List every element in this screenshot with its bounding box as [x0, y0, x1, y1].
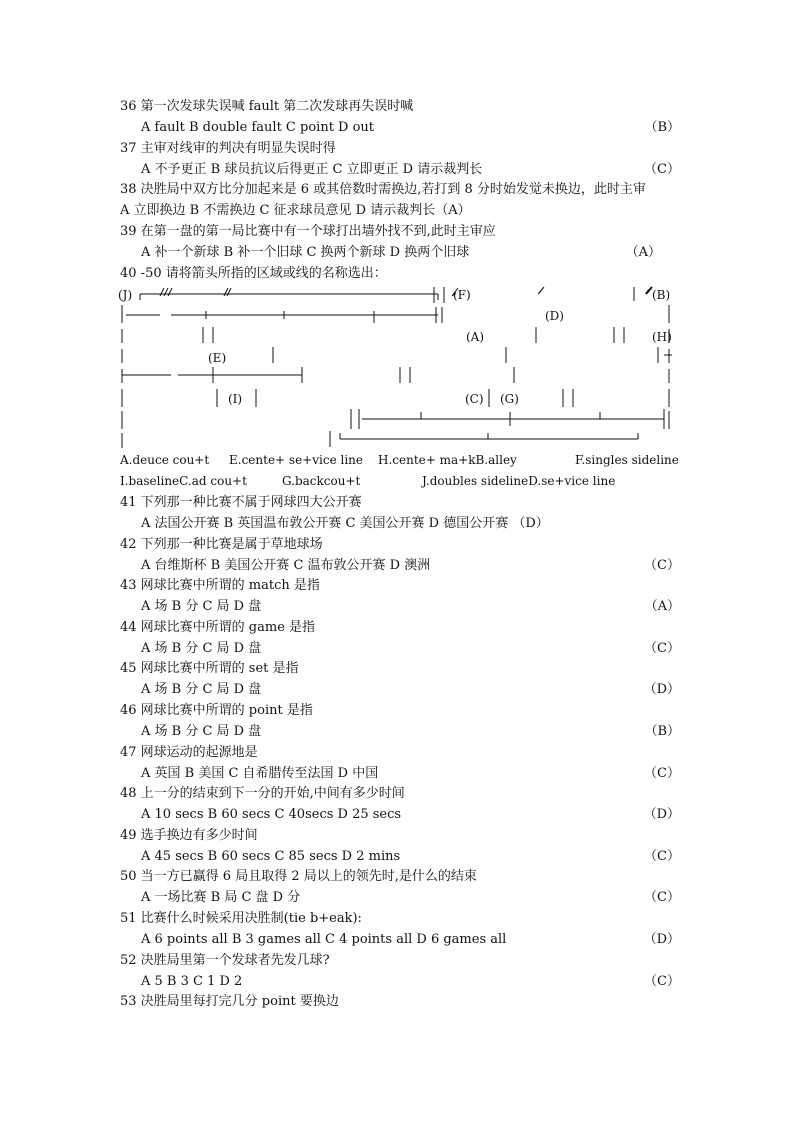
options-42: A 台维斯杯 B 美国公开赛 C 温布敦公开赛 D 澳洲 （C）: [141, 556, 680, 576]
options-38: A 立即换边 B 不需换边 C 征求球员意见 D 请示裁判长（A）: [120, 203, 471, 218]
options-39: A 补一个新球 B 补一个旧球 C 换两个新球 D 换两个旧球 （A）: [141, 243, 661, 263]
label-f: (F): [453, 288, 471, 302]
label-e: (E): [208, 351, 227, 365]
options-36: A fault B double fault C point D out （B）: [141, 118, 680, 138]
question-46: 46 网球比赛中所谓的 point 是指: [120, 703, 313, 718]
options-47: A 英国 B 美国 C 自希腊传至法国 D 中国 （C）: [141, 764, 680, 784]
options-41: A 法国公开赛 B 英国温布敦公开赛 C 美国公开赛 D 德国公开赛 （D）: [141, 516, 549, 531]
legend-item: J.doubles sidelineD.se+vice line: [422, 474, 616, 488]
options-51: A 6 points all B 3 games all C 4 points all D 6 games all （D）: [141, 930, 680, 950]
question-53: 53 决胜局里每打完几分 point 要换边: [120, 994, 339, 1009]
options-48: A 10 secs B 60 secs C 40secs D 25 secs （D）: [141, 805, 680, 825]
question-42: 42 下列那一种比赛是属于草地球场: [120, 537, 323, 552]
legend-item: F.singles sideline: [575, 453, 679, 467]
question-43: 43 网球比赛中所谓的 match 是指: [120, 578, 320, 593]
answer-52: （C）: [644, 974, 680, 989]
tennis-court-diagram: [116, 283, 676, 453]
question-41: 41 下列那一种比赛不属于网球四大公开赛: [120, 495, 362, 510]
answer-37: （C）: [644, 162, 680, 177]
options-44: A 场 B 分 C 局 D 盘 （C）: [141, 639, 680, 659]
question-36: 36 第一次发球失误喊 fault 第二次发球再失误时喊: [120, 99, 414, 114]
question-48: 48 上一分的结束到下一分的开始,中间有多少时间: [120, 786, 405, 801]
answer-51: （D）: [643, 932, 680, 947]
legend-item: E.cente+ se+vice line: [229, 453, 363, 467]
question-49: 49 选手换边有多少时间: [120, 828, 258, 843]
answer-50: （C）: [644, 890, 680, 905]
answer-36: （B）: [644, 120, 680, 135]
answer-48: （D）: [643, 807, 680, 822]
question-37: 37 主审对线审的判决有明显失误时得: [120, 141, 336, 156]
answer-44: （C）: [644, 641, 680, 656]
legend-item: G.backcou+t: [282, 474, 361, 488]
label-a: (A): [466, 330, 485, 344]
question-50: 50 当一方已赢得 6 局且取得 2 局以上的领先时,是什么的结束: [120, 869, 477, 884]
label-j: (J): [118, 288, 133, 302]
answer-45: （D）: [643, 682, 680, 697]
question-51: 51 比赛什么时候采用决胜制(tie b+eak):: [120, 911, 362, 926]
question-39: 39 在第一盘的第一局比赛中有一个球打出墙外找不到,此时主审应: [120, 224, 496, 239]
legend-item: H.cente+ ma+kB.alley: [378, 453, 517, 467]
legend-item: A.deuce cou+t: [120, 453, 210, 467]
answer-49: （C）: [644, 849, 680, 864]
options-49: A 45 secs B 60 secs C 85 secs D 2 mins （C）: [141, 847, 680, 867]
options-43: A 场 B 分 C 局 D 盘 （A）: [141, 597, 680, 617]
label-g: (G): [500, 392, 519, 406]
answer-39: （A）: [625, 245, 661, 260]
question-47: 47 网球运动的起源地是: [120, 745, 258, 760]
answer-47: （C）: [644, 766, 680, 781]
label-i: (I): [228, 392, 243, 406]
legend-item: I.baselineC.ad cou+t: [120, 474, 247, 488]
label-h: (H): [652, 330, 672, 344]
options-52: A 5 B 3 C 1 D 2 （C）: [141, 972, 680, 992]
label-b: (B): [652, 288, 671, 302]
answer-43: （A）: [644, 599, 680, 614]
answer-46: （B）: [644, 724, 680, 739]
question-38: 38 决胜局中双方比分加起来是 6 或其倍数时需换边,若打到 8 分时始发觉未换边，此时主审: [120, 182, 646, 197]
question-45: 45 网球比赛中所谓的 set 是指: [120, 661, 299, 676]
options-45: A 场 B 分 C 局 D 盘 （D）: [141, 680, 680, 700]
question-40-heading: 40 -50 请将箭头所指的区域或线的名称选出：: [120, 266, 387, 281]
answer-42: （C）: [644, 558, 680, 573]
options-46: A 场 B 分 C 局 D 盘 （B）: [141, 722, 680, 742]
options-50: A 一场比赛 B 局 C 盘 D 分 （C）: [141, 888, 680, 908]
label-c: (C): [465, 392, 484, 406]
options-37: A 不予更正 B 球员抗议后得更正 C 立即更正 D 请示裁判长 （C）: [141, 160, 680, 180]
label-d: (D): [545, 309, 564, 323]
question-44: 44 网球比赛中所谓的 game 是指: [120, 620, 316, 635]
options-53: [141, 1013, 680, 1033]
question-52: 52 决胜局里第一个发球者先发几球?: [120, 953, 330, 968]
